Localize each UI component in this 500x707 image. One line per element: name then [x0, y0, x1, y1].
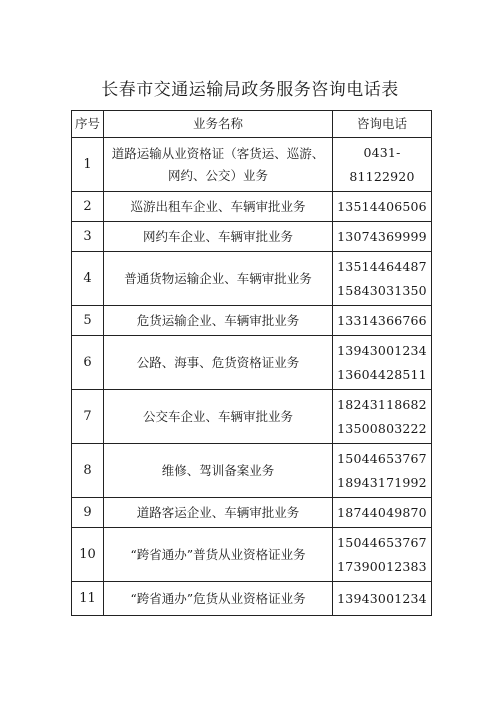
- phone-number: 0431-81122920: [349, 144, 415, 184]
- phone-number: 18943171992: [337, 474, 427, 490]
- phone-number: 13074369999: [337, 228, 427, 244]
- row-seq: 11: [72, 582, 104, 616]
- row-service-name: 普通货物运输企业、车辆审批业务: [104, 252, 333, 306]
- table-row: [72, 444, 432, 498]
- row-seq: 8: [72, 444, 104, 498]
- row-phone-cell: [333, 222, 432, 252]
- row-seq: 4: [72, 252, 104, 306]
- row-phone-cell: [333, 498, 432, 528]
- row-seq: 1: [72, 138, 104, 192]
- row-service-name: 公路、海事、危货资格证业务: [104, 336, 333, 390]
- phone-number: 13604428511: [337, 366, 427, 382]
- row-seq: 10: [72, 528, 104, 582]
- phone-number: 18744049870: [337, 504, 427, 520]
- row-seq: 9: [72, 498, 104, 528]
- header-service: 业务名称: [104, 111, 333, 138]
- row-phone-cell: [333, 582, 432, 616]
- phone-number: 13943001234: [337, 590, 427, 606]
- row-phone-cell: [333, 444, 432, 498]
- table-row: [72, 252, 432, 306]
- phone-number: 15044653767: [337, 450, 427, 466]
- row-phone-cell: [333, 336, 432, 390]
- row-phone-cell: [333, 306, 432, 336]
- row-service-name: 道路客运企业、车辆审批业务: [104, 498, 333, 528]
- row-service-name: “跨省通办”普货从业资格证业务: [104, 528, 333, 582]
- phone-number: 17390012383: [337, 558, 427, 574]
- phone-number: 13500803222: [337, 420, 427, 436]
- row-service-name: “跨省通办”危货从业资格证业务: [104, 582, 333, 616]
- header-phone: 咨询电话: [333, 111, 432, 138]
- table-row: [72, 222, 432, 252]
- row-seq: 3: [72, 222, 104, 252]
- table-row: [72, 306, 432, 336]
- table-row: [72, 138, 432, 192]
- table-row: [72, 390, 432, 444]
- row-phone-cell: [333, 192, 432, 222]
- phone-number: 13314366766: [337, 312, 427, 328]
- row-service-name: 维修、驾训备案业务: [104, 444, 333, 498]
- row-phone-cell: [333, 528, 432, 582]
- phone-number: 13943001234: [337, 342, 427, 358]
- table-row: [72, 528, 432, 582]
- row-service-name: 危货运输企业、车辆审批业务: [104, 306, 333, 336]
- row-seq: 6: [72, 336, 104, 390]
- row-seq: 7: [72, 390, 104, 444]
- table-row: [72, 582, 432, 616]
- contact-table: [71, 110, 432, 616]
- row-phone-cell: [333, 390, 432, 444]
- phone-number: 15044653767: [337, 534, 427, 550]
- phone-number: 15843031350: [337, 282, 427, 298]
- row-service-name: 道路运输从业资格证（客货运、巡游、网约、公交）业务: [104, 138, 333, 192]
- row-seq: 2: [72, 192, 104, 222]
- phone-number: 13514406506: [337, 198, 427, 214]
- row-service-name: 公交车企业、车辆审批业务: [104, 390, 333, 444]
- row-seq: 5: [72, 306, 104, 336]
- table-row: [72, 336, 432, 390]
- row-phone-cell: [333, 138, 432, 192]
- header-seq: 序号: [72, 111, 104, 138]
- phone-number: 18243118682: [337, 396, 427, 412]
- phone-number: 13514464487: [337, 258, 427, 274]
- table-header-row: [72, 111, 432, 138]
- table-row: [72, 498, 432, 528]
- row-phone-cell: [333, 252, 432, 306]
- row-service-name: 巡游出租车企业、车辆审批业务: [104, 192, 333, 222]
- table-body: [72, 138, 432, 616]
- document-title: 长春市交通运输局政务服务咨询电话表: [101, 80, 399, 100]
- row-service-name: 网约车企业、车辆审批业务: [104, 222, 333, 252]
- table-row: [72, 192, 432, 222]
